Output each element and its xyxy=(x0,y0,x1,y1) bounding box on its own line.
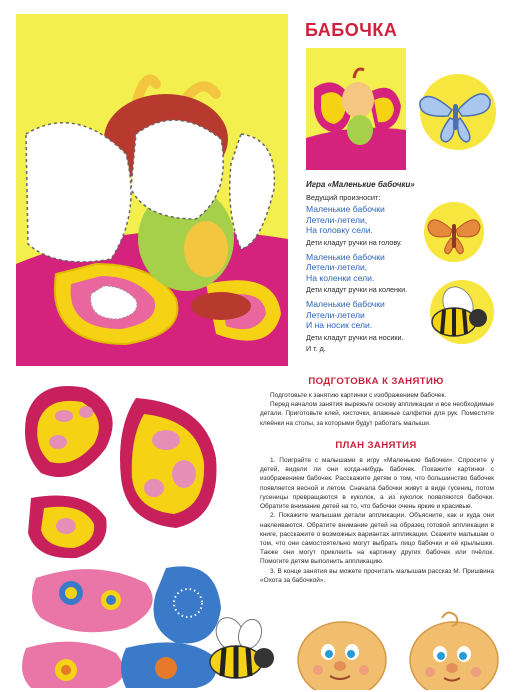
verse-line: И на носик сели. xyxy=(306,320,373,331)
finished-applique-thumbnail xyxy=(306,48,406,170)
verse-line: Летели-летели xyxy=(306,309,365,320)
game-title: Игра «Маленькие бабочки» xyxy=(306,180,415,189)
verse-line: На головку сели. xyxy=(306,225,373,236)
stanza-note: Дети кладут ручки на коленки. xyxy=(306,285,408,295)
verse-line: На коленки сели. xyxy=(306,272,375,283)
verse-line: Летели-летели, xyxy=(306,262,368,273)
butterfly-applique-illustration xyxy=(16,14,288,366)
verse-line: Маленькие бабочки xyxy=(306,251,385,262)
bee-icon xyxy=(418,276,498,348)
plan-heading: ПЛАН ЗАНЯТИЯ xyxy=(335,440,417,451)
butterfly-blue-icon xyxy=(412,70,496,154)
prep-text xyxy=(260,391,494,428)
stanza-3 xyxy=(306,299,426,341)
prep-heading: ПОДГОТОВКА К ЗАНЯТИЮ xyxy=(308,376,444,387)
page-title: БАБОЧКА xyxy=(305,20,398,40)
applique-cutout-shapes xyxy=(16,378,222,688)
plan-paragraph: 3. В конце занятия вы можете прочитать малышам рассказ М. Пришвина «Охота за бабочкой». xyxy=(260,567,494,584)
prep-paragraph: Перед началом занятия вырежьте основу аппликации и все необходимые детали. Приготовьте клей, кисточки, влажные салфетки для рук. Поместите клеёнки на столы, за которыми будут работать малыши. xyxy=(260,401,494,427)
bee-cutout-icon xyxy=(196,612,280,688)
plan-paragraph: 2. Покажите малышам детали аппликации. Объясните, как и куда они наклеиваются. Обратите внимание детей на образец готовой аппликации в книге, расскажите о возможных вариантах аппликации. Скажите малышам о том, что они самостоятельно могут выбрать лицо бабочки и её крылышки. Также они могут приклеить на картинку других бабочек или пчёлок. Помогите детям выполнить аппликацию. xyxy=(260,512,494,566)
stanza-2 xyxy=(306,252,426,294)
game-end: И т. д. xyxy=(306,343,326,353)
butterfly-orange-icon xyxy=(420,198,488,266)
verse-line: Летели-летели, xyxy=(306,214,368,225)
game-section xyxy=(306,180,426,358)
potato-face-right-icon xyxy=(402,604,506,690)
plan-text xyxy=(260,456,494,585)
plan-paragraph: 1. Поиграйте с малышами в игру «Маленькие бабочки». Спросите у детей, видели ли они когда-нибудь бабочек. Покажите картинки с изображением бабочек. Расскажите детям о том, что большинство бабочек появляется весной и летом. Сначала бабочки живут в виде гусениц, потом гусеницы превращаются в куколок, а из куколок появляются бабочки. Обратите внимание детей на то, что бабочки очень яркие и красивые. xyxy=(260,457,494,511)
game-leader-line: Ведущий произносит: xyxy=(306,193,381,202)
stanza-1 xyxy=(306,204,426,246)
stanza-note: Дети кладут ручки на носики. xyxy=(306,332,404,342)
stanza-note: Дети кладут ручки на голову. xyxy=(306,237,402,247)
potato-face-left-icon xyxy=(290,604,394,690)
verse-line: Маленькие бабочки xyxy=(306,299,385,310)
verse-line: Маленькие бабочки xyxy=(306,204,385,215)
prep-paragraph: Подготовьте к занятию картинки с изображением бабочек. xyxy=(270,392,447,399)
